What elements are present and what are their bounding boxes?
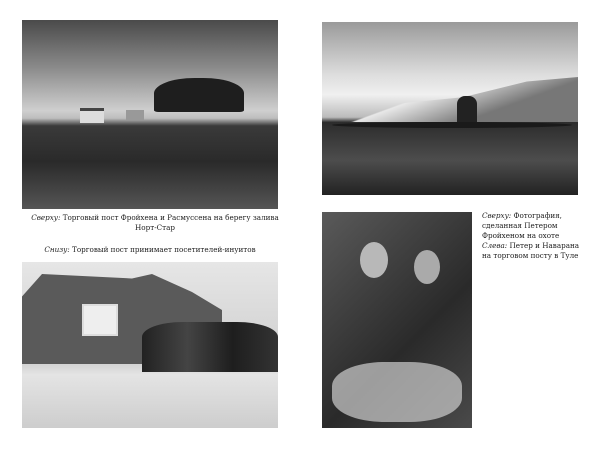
caption-text: Петер и Наварана на торговом посту в Туле: [482, 241, 580, 260]
caption-label: Снизу:: [44, 245, 70, 254]
caption-top-left: [30, 213, 280, 233]
caption-top-right: [482, 211, 592, 241]
caption-bottom-left: [22, 245, 278, 255]
caption-text: Торговый пост Фройхена и Расмуссена на берегу залива Норт-Стар: [60, 213, 279, 232]
photo-kayak-hunt: [322, 22, 578, 195]
photo-trading-post-north-star-bay: [22, 20, 278, 209]
photo-trading-post-visitors: [22, 262, 278, 428]
caption-text: Торговый пост принимает посетителей-инуитов: [69, 245, 256, 254]
caption-left-right: [482, 241, 587, 261]
caption-label: Сверху:: [31, 213, 61, 222]
photo-peter-and-navarana: [322, 212, 472, 428]
caption-text: Фотография, сделанная Петером Фройхеном на охоте: [482, 211, 562, 240]
caption-label: Сверху:: [482, 211, 512, 220]
caption-label: Слева:: [482, 241, 508, 250]
